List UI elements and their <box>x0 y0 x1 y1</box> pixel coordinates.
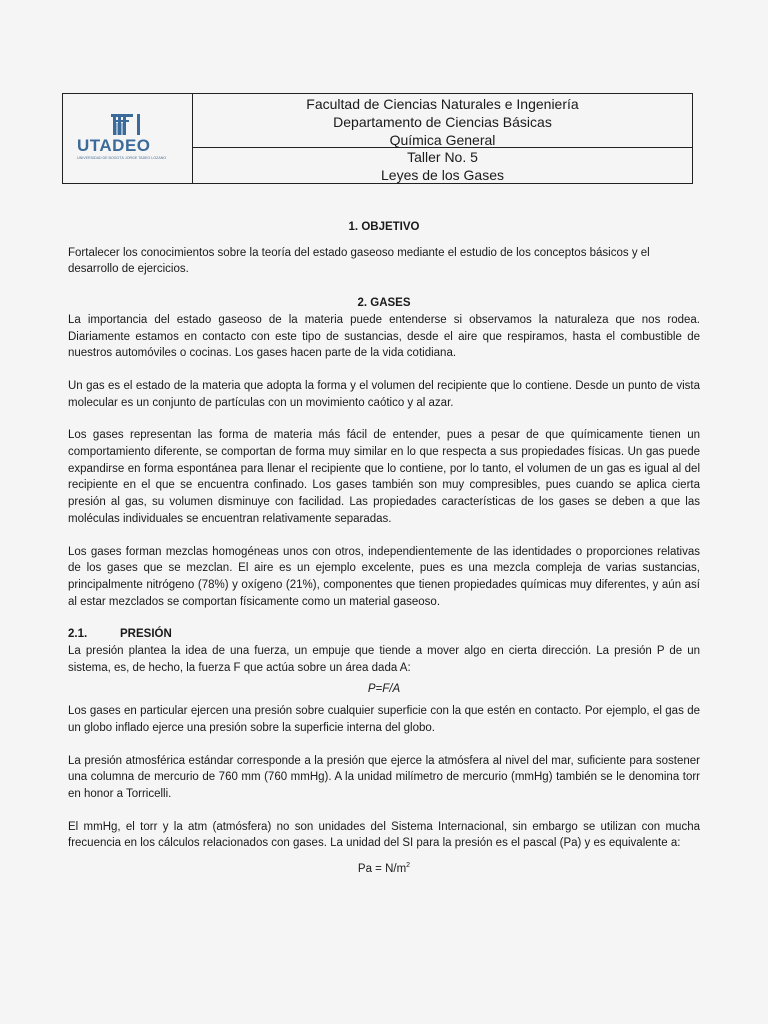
subsection-heading-presion <box>68 626 700 643</box>
faculty-name: Facultad de Ciencias Naturales e Ingeniería <box>306 96 579 112</box>
document-body <box>68 219 700 878</box>
workshop-number: Taller No. 5 <box>407 149 478 165</box>
header-table <box>62 93 693 184</box>
paragraph-gases-2: Un gas es el estado de la materia que adopta la forma y el volumen del recipiente que lo contiene. Desde un punto de vista molecular es un conjunto de partículas con un movimiento caótico y al azar. <box>68 379 700 409</box>
section-heading-gases: 2. GASES <box>357 297 411 310</box>
paragraph-objetivo: Fortalecer los conocimientos sobre la teoría del estado gaseoso mediante el estudio de los conceptos básicos y el desarrollo de ejercicios. <box>68 246 650 276</box>
logo-cell <box>63 94 193 183</box>
header-workshop-cell <box>193 148 692 183</box>
formula-pressure: P=F/A <box>367 683 401 696</box>
workshop-title: Leyes de los Gases <box>381 167 504 183</box>
paragraph-gases-3: Los gases representan las forma de materia más fácil de entender, pues a pesar de que químicamente tienen un comportamiento diferente, se comportan de forma muy similar en lo que respecta a sus propiedades físicas. Un gas puede expandirse en forma espontánea para llenar el recipiente que lo contiene, por lo tanto, el volumen de un gas es igual al del recipiente en el que se encuentra confinado. Los gases también son muy compresibles, pues cuando se aplica cierta presión al gas, su volumen disminuye con facilidad. Las propiedades características de los gases se deben a que las moléculas individuales se encuentran relativamente separadas. <box>68 429 700 525</box>
formula-pascal <box>68 858 700 878</box>
paragraph-presion-2: Los gases en particular ejercen una presión sobre cualquier superficie con la que estén en contacto. Por ejemplo, el gas de un globo inflado ejerce una presión sobre la superficie interna del globo. <box>68 705 700 734</box>
header-institution-cell <box>193 94 692 148</box>
paragraph-presion-4: El mmHg, el torr y la atm (atmósfera) no son unidades del Sistema Internacional, sin embargo se utilizan con mucha frecuencia en los cálculos relacionados con gases. La unidad del SI para la presión es el pascal (Pa) y es equivalente a: <box>68 820 700 850</box>
course-name: Química General <box>389 132 496 148</box>
department-name: Departamento de Ciencias Básicas <box>333 114 552 130</box>
paragraph-presion-1: La presión plantea la idea de una fuerza, un empuje que tiende a mover algo en cierta dirección. La presión P de un sistema, es, de hecho, la fuerza F que actúa sobre un área dada A: <box>68 645 700 674</box>
section-heading-objetivo: 1. OBJETIVO <box>348 221 420 233</box>
formula-pascal-exponent: 2 <box>406 862 411 870</box>
subsection-title: PRESIÓN <box>120 628 172 641</box>
logo-text: UTADEO <box>77 136 151 155</box>
paragraph-gases-1: La importancia del estado gaseoso de la materia puede entenderse si observamos la naturaleza que nos rodea. Diariamente estamos en contacto con este tipo de sustancias, desde el aire que respiramos, hasta el combustible de nuestros automóviles o cocinas. Los gases hacen parte de la vida cotidiana. <box>68 313 700 360</box>
paragraph-gases-4: Los gases forman mezclas homogéneas unos con otros, independientemente de las identidades o proporciones relativas de los gases que se mezclan. El aire es un ejemplo excelente, pues es una mezcla compleja de varias sustancias, principalmente nitrógeno (78%) y oxígeno (21%), componentes que tienen propiedades químicas muy diferentes, y aún así al estar mezclados se comportan físicamente como un material gaseoso. <box>68 545 700 608</box>
paragraph-presion-3: La presión atmosférica estándar corresponde a la presión que ejerce la atmósfera al nivel del mar, suficiente para sostener una columna de mercurio de 760 mm (760 mmHg). A la unidad milímetro de mercurio (mmHg) también se le denomina torr en honor a Torricelli. <box>68 754 700 800</box>
subsection-number: 2.1. <box>68 628 88 641</box>
formula-pascal-base: Pa = N/m <box>357 863 407 876</box>
logo-subtext: UNIVERSIDAD DE BOGOTÁ JORGE TADEO LOZANO <box>77 156 167 160</box>
